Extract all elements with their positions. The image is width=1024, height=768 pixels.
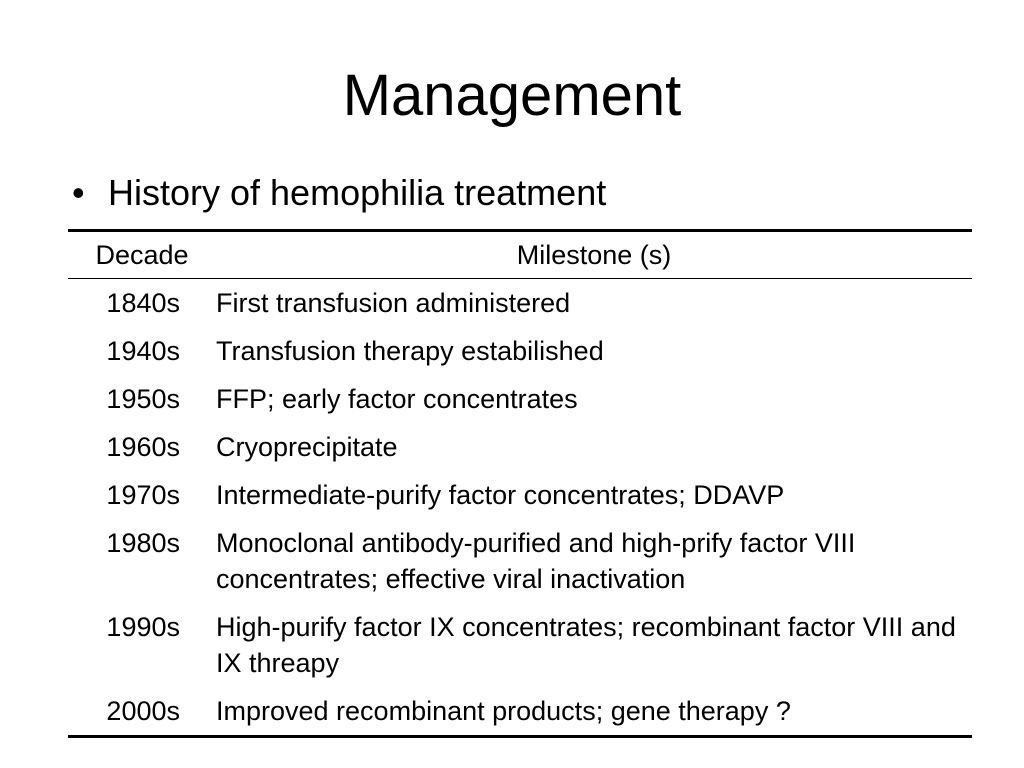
row-milestone: FFP; early factor concentrates bbox=[216, 384, 578, 414]
row-milestone: Transfusion therapy estabilished bbox=[216, 336, 604, 366]
table-row bbox=[68, 471, 972, 519]
bullet-item bbox=[72, 170, 606, 216]
row-milestone: First transfusion administered bbox=[216, 288, 571, 318]
row-decade: 1840s bbox=[106, 288, 180, 318]
row-milestone: Cryoprecipitate bbox=[216, 432, 398, 462]
row-milestone: Intermediate-purify factor concentrates; DDAVP bbox=[216, 480, 785, 510]
slide-title: Management bbox=[342, 63, 682, 128]
bullet-text: History of hemophilia treatment bbox=[108, 172, 607, 213]
table-row bbox=[68, 327, 972, 375]
table-row bbox=[68, 423, 972, 471]
row-decade: 2000s bbox=[106, 696, 180, 726]
header-decade: Decade bbox=[95, 239, 189, 270]
table-row bbox=[68, 687, 972, 737]
row-decade: 1970s bbox=[106, 480, 180, 510]
row-decade: 1960s bbox=[106, 432, 180, 462]
table-row bbox=[68, 519, 972, 603]
row-decade: 1950s bbox=[106, 384, 180, 414]
table-row bbox=[68, 375, 972, 423]
history-table-container bbox=[68, 229, 972, 738]
history-table bbox=[68, 229, 972, 738]
row-decade: 1990s bbox=[106, 612, 180, 642]
row-milestone: Monoclonal antibody-purified and high-prify factor VIII concentrates; effective viral inactivation bbox=[216, 528, 856, 594]
header-milestone: Milestone (s) bbox=[516, 239, 672, 270]
row-milestone: High-purify factor IX concentrates; recombinant factor VIII and IX threapy bbox=[216, 612, 956, 678]
row-milestone: Improved recombinant products; gene therapy ? bbox=[216, 696, 791, 726]
row-decade: 1940s bbox=[106, 336, 180, 366]
table-row bbox=[68, 279, 972, 328]
table-header-row bbox=[68, 231, 972, 279]
bullet-dot-icon: • bbox=[72, 172, 85, 213]
table-row bbox=[68, 603, 972, 687]
row-decade: 1980s bbox=[106, 528, 180, 558]
